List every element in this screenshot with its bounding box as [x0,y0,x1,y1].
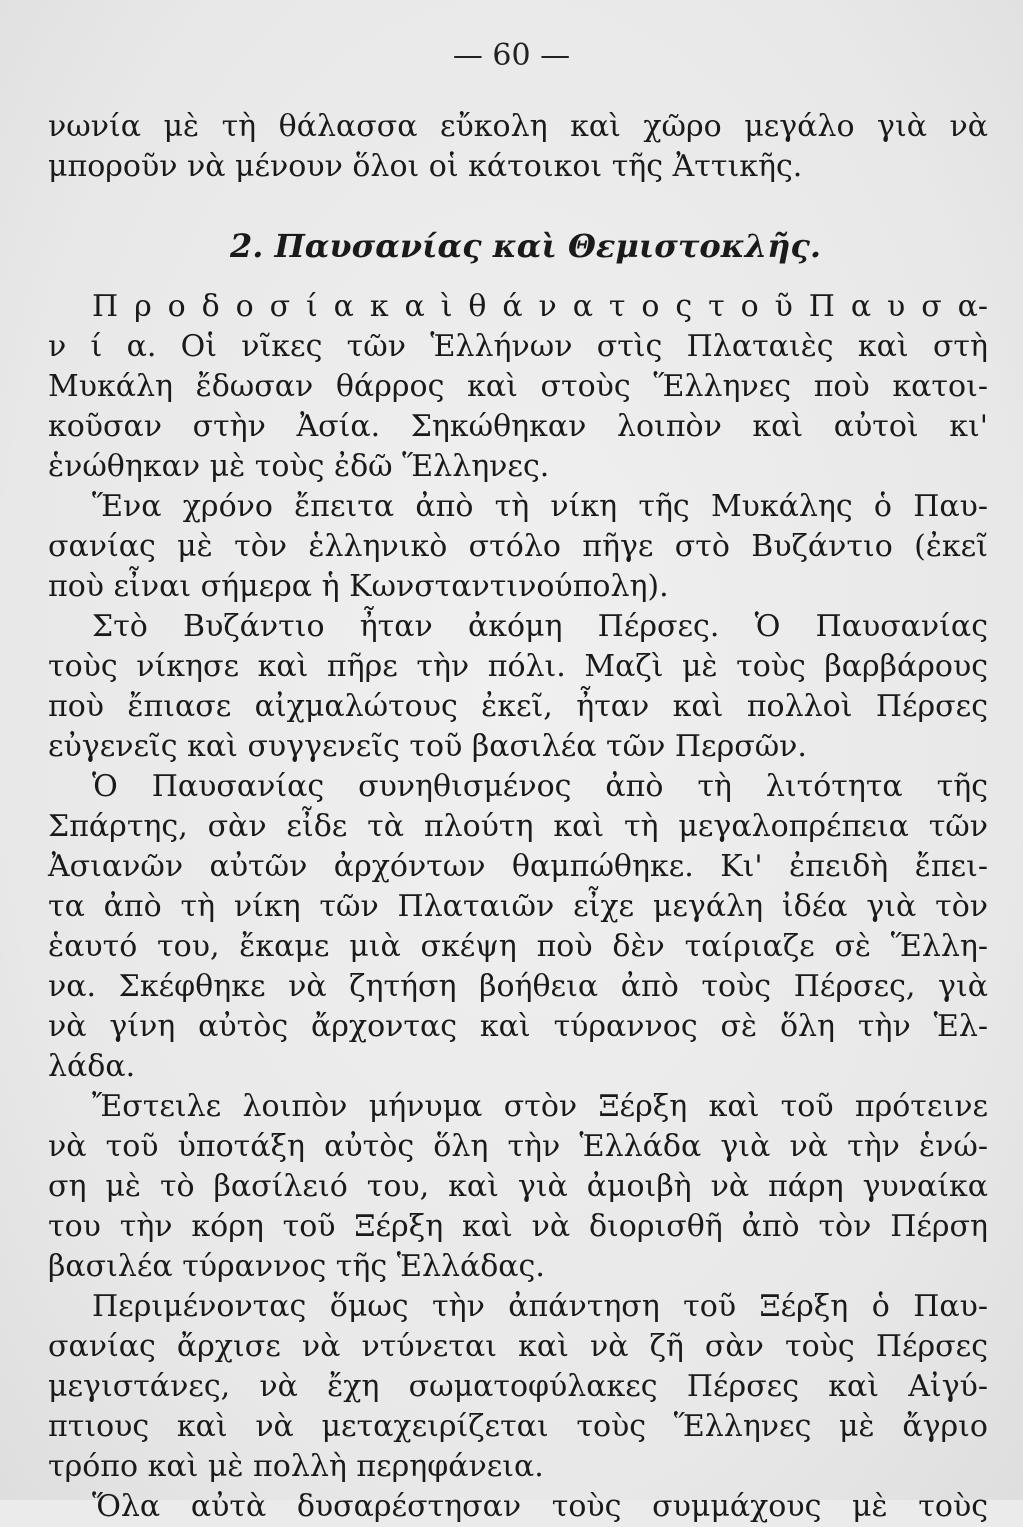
text-line: Περιμένοντας ὅμως τὴν ἀπάντηση τοῦ Ξέρξη ὁ Παυ- [92,1289,988,1324]
page-number: — 60 — [452,38,571,73]
text-line: Ὅλα αὐτὰ δυσαρέστησαν τοὺς συμμάχους μὲ τοὺς [92,1489,988,1524]
text-line: ποὺ εἶναι σήμερα ἡ Κωνσταντινούπολη). [48,569,669,604]
text-line: ποὺ ἔπιασε αἰχμαλώτους ἐκεῖ, ἦταν καὶ πολλοὶ Πέρσες [48,689,988,724]
text-line: βασιλέα τύραννος τῆς Ἑλλάδας. [48,1249,545,1284]
text-line: νωνία μὲ τὴ θάλασσα εὔκολη καὶ χῶρο μεγάλο γιὰ νὰ [48,109,988,144]
text-line: Στὸ Βυζάντιο ἦταν ἀκόμη Πέρσες. Ὁ Παυσανίας [92,609,988,644]
text-line: νὰ τοῦ ὑποτάξη αὐτὸς ὅλη τὴν Ἑλλάδα γιὰ νὰ τὴν ἑνώ- [48,1129,988,1164]
text-line: μεγιστάνες, νὰ ἔχη σωματοφύλακες Πέρσες καὶ Αἰγύ- [48,1369,988,1404]
text-line: Μυκάλη ἔδωσαν θάρρος καὶ στοὺς Ἕλληνες ποὺ κατοι- [48,369,988,404]
text-line: τρόπο καὶ μὲ πολλὴ περηφάνεια. [48,1449,544,1484]
text-line: σανίας μὲ τὸν ἑλληνικὸ στόλο πῆγε στὸ Βυζάντιο (ἐκεῖ [48,529,988,564]
section-heading: 2. Παυσανίας καὶ Θεμιστοκλῆς. [230,227,822,265]
text-line: ἑαυτό του, ἔκαμε μιὰ σκέψη ποὺ δὲν ταίριαζε σὲ Ἕλλη- [48,929,988,964]
text-line: λάδα. [48,1049,136,1084]
text-line: σανίας ἄρχισε νὰ ντύνεται καὶ νὰ ζῆ σὰν τοὺς Πέρσες [48,1329,988,1364]
text-line: πτιους καὶ νὰ μεταχειρίζεται τοὺς Ἕλληνες μὲ ἄγριο [48,1409,988,1444]
text-line: τοὺς νίκησε καὶ πῆρε τὴν πόλι. Μαζὶ μὲ τοὺς βαρβάρους [48,649,988,684]
text-line: του τὴν κόρη τοῦ Ξέρξη καὶ νὰ διορισθῆ ἀπὸ τὸν Πέρση [48,1209,988,1244]
text-line: κοῦσαν στὴν Ἀσία. Σηκώθηκαν λοιπὸν καὶ αὐτοὶ κι' [48,409,988,444]
text-line: νὰ γίνη αὐτὸς ἄρχοντας καὶ τύραννος σὲ ὅλη τὴν Ἑλ- [48,1009,988,1044]
text-line: Ἀσιανῶν αὐτῶν ἀρχόντων θαμπώθηκε. Κι' ἐπειδὴ ἔπει- [48,849,988,884]
text-line: Π ρ ο δ ο σ ί α κ α ὶ θ ά ν α τ ο ς τ ο ῦ Π α υ σ α- [92,289,988,324]
text-line: μποροῦν νὰ μένουν ὅλοι οἱ κάτοικοι τῆς Ἀττικῆς. [48,149,803,184]
text-line: ἑνώθηκαν μὲ τοὺς ἐδῶ Ἕλληνες. [48,449,550,484]
text-line: ση μὲ τὸ βασίλειό του, καὶ γιὰ ἀμοιβὴ νὰ πάρη γυναίκα [48,1169,988,1204]
text-line: εὐγενεῖς καὶ συγγενεῖς τοῦ βασιλέα τῶν Περσῶν. [48,729,807,764]
text-line: ν ί α. Οἱ νῖκες τῶν Ἑλλήνων στὶς Πλαταιὲς καὶ στὴ [48,329,988,364]
text-line: Σπάρτης, σὰν εἶδε τὰ πλούτη καὶ τὴ μεγαλοπρέπεια τῶν [48,809,988,844]
text-line: να. Σκέφθηκε νὰ ζητήση βοήθεια ἀπὸ τοὺς Πέρσες, γιὰ [48,969,988,1004]
text-line: Ὁ Παυσανίας συνηθισμένος ἀπὸ τὴ λιτότητα τῆς [92,769,988,804]
text-line: τα ἀπὸ τὴ νίκη τῶν Πλαταιῶν εἶχε μεγάλη ἰδέα γιὰ τὸν [48,889,988,924]
text-line: Ἕνα χρόνο ἔπειτα ἀπὸ τὴ νίκη τῆς Μυκάλης ὁ Παυ- [92,489,988,524]
text-line: Ἔστειλε λοιπὸν μήνυμα στὸν Ξέρξη καὶ τοῦ πρότεινε [92,1089,988,1124]
